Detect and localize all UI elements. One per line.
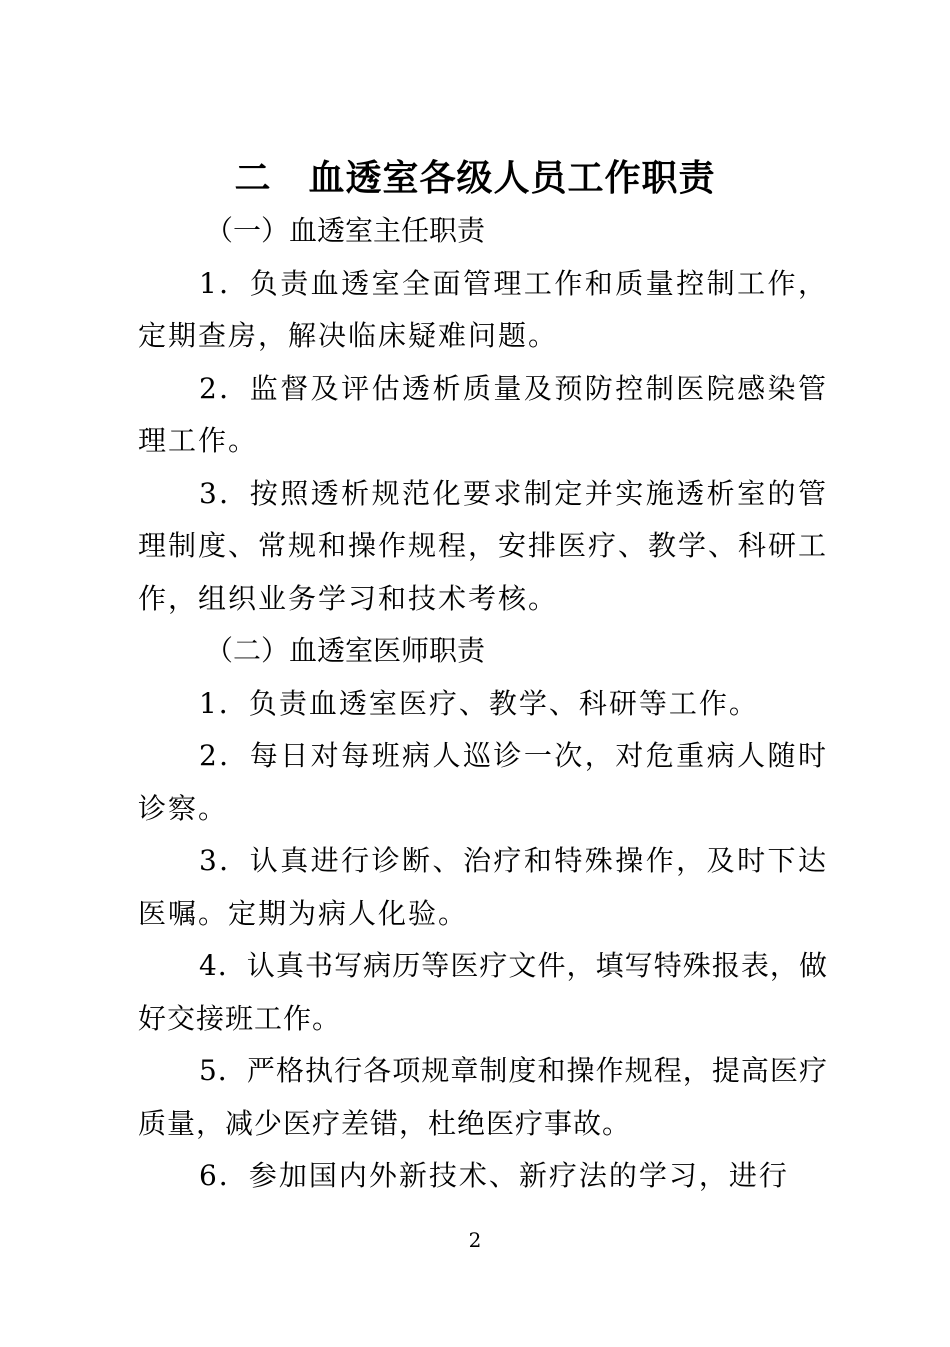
director-duty-1: 1．负责血透室全面管理工作和质量控制工作，定期查房，解决临床疑难问题。 [138, 266, 828, 352]
document-body [138, 205, 828, 1203]
page-number: 2 [468, 1228, 482, 1252]
section-heading-physician: （二）血透室医师职责 [205, 634, 486, 667]
physician-duty-1: 1．负责血透室医疗、教学、科研等工作。 [199, 686, 759, 720]
physician-duty-2: 2．每日对每班病人巡诊一次，对危重病人随时诊察。 [138, 739, 828, 825]
document-title: 二 血透室各级人员工作职责 [234, 157, 716, 199]
physician-duty-6: 6．参加国内外新技术、新疗法的学习，进行 [199, 1159, 789, 1192]
physician-duty-4: 4．认真书写病历等医疗文件，填写特殊报表，做好交接班工作。 [138, 949, 828, 1035]
director-duty-2: 2．监督及评估透析质量及预防控制医院感染管理工作。 [138, 371, 828, 457]
physician-duty-5: 5．严格执行各项规章制度和操作规程，提高医疗质量，减少医疗差错，杜绝医疗事故。 [138, 1054, 828, 1140]
section-heading-director: （一）血透室主任职责 [205, 214, 486, 247]
director-duty-3: 3．按照透析规范化要求制定并实施透析室的管理制度、常规和操作规程，安排医疗、教学、科研工作，组织业务学习和技术考核。 [138, 476, 829, 615]
physician-duty-3: 3．认真进行诊断、治疗和特殊操作，及时下达医嘱。定期为病人化验。 [138, 844, 828, 930]
